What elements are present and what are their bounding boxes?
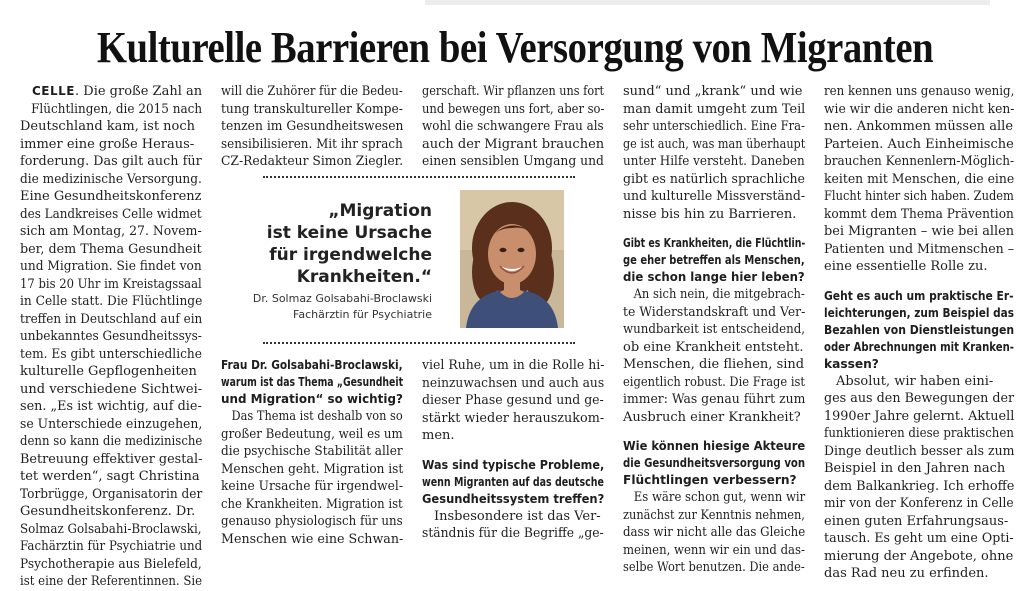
text-line: und kulturelle Missverständ-: [623, 189, 806, 204]
text-line: und Migration. Sie findet von: [20, 259, 202, 274]
text-line: ges aus den Bewegungen der: [824, 391, 1015, 406]
text-line: das Rad neu zu erfinden.: [824, 566, 989, 581]
article-column-3-bottom: [422, 357, 604, 543]
interview-question: die Gesundheitsversorgung von: [623, 456, 806, 470]
col5-lines-b: [824, 373, 1014, 583]
text-line: großer Bedeutung, weil es um: [221, 426, 403, 442]
interview-question: Flüchtlingen verbessern?: [623, 473, 797, 487]
interview-question: leichterungen, zum Beispiel das: [824, 305, 1015, 320]
text-line: denn so kann die medizinische: [20, 434, 203, 449]
col3-top-lines: [422, 83, 604, 171]
text-line: nen. Ankommen müssen alle: [824, 119, 1014, 134]
interview-question: und Migration“ so wichtig?: [221, 392, 403, 406]
text-line: Es wäre schon gut, wenn wir: [633, 490, 806, 505]
text-line: und bewegen uns fort, aber so-: [422, 101, 605, 117]
text-line: kommt dem Thema Prävention: [824, 206, 1014, 222]
text-line: Beispiel in den Jahren nach: [824, 461, 1006, 476]
text-line: tenzen im Gesundheitswesen: [221, 119, 404, 134]
text-line: gerschaft. Wir pflanzen uns fort: [422, 84, 605, 99]
text-line: stärkt wieder herauszukom-: [422, 410, 605, 426]
text-line: meinen, wenn wir ein und das-: [623, 542, 805, 558]
text-line: nisse bis hin zu Barrieren.: [623, 206, 797, 222]
first-line: CELLE. Die große Zahl an: [32, 84, 203, 99]
interview-question: Wie können hiesige Akteure: [623, 439, 806, 453]
text-line: Menschen geht. Migration ist: [221, 461, 404, 477]
text-line: treffen in Deutschland auf ein: [20, 311, 203, 327]
quote-attribution: [253, 291, 432, 323]
col1-lines: [20, 101, 202, 591]
text-line: dass wir nicht alle das Gleiche: [623, 525, 806, 540]
interview-question: Geht es auch um praktische Er-: [824, 288, 1014, 303]
text-line: ge ist auch, was man überhaupt: [623, 136, 806, 152]
quote-line: „Migration: [328, 201, 432, 221]
text-line: eine essentielle Rolle zu.: [824, 259, 988, 274]
text-line: immer: Was genau führt zum: [623, 392, 806, 407]
text-line: An sich nein, die mitgebrach-: [633, 287, 805, 302]
text-line: Betreuung effektiver gestal-: [20, 451, 203, 467]
text-line: Dinge deutlich besser als zum: [824, 443, 1015, 459]
col3-bottom-lines: [422, 357, 604, 445]
interview-question: ge eher betreffen als Menschen,: [623, 253, 805, 267]
text-line: will die Zuhörer für die Bedeu-: [221, 84, 403, 99]
text-line: wundbarkeit ist entscheidend,: [623, 322, 806, 337]
col4-lines-a: [623, 83, 805, 223]
quote-author: Dr. Solmaz Golsabahi-Broclawski: [252, 292, 432, 305]
text-line: Torbrügge, Organisatorin der: [20, 486, 203, 502]
text-line: Das Thema ist deshalb von so: [231, 409, 403, 424]
text-line: selbe Wort benutzen. Die ande-: [623, 560, 805, 575]
text-line: auch der Migrant brauchen: [422, 136, 605, 152]
text-line: sund“ und „krank“ und wie: [623, 84, 803, 99]
text-line: wie wir die anderen nicht ken-: [824, 101, 1015, 117]
text-line: 17 bis 20 Uhr im Kreistagssaal: [20, 276, 202, 292]
interview-question: kassen?: [824, 356, 879, 371]
text-line: neinzuwachsen und auch aus: [422, 375, 605, 391]
text-line: sich am Montag, 27. Novem-: [20, 224, 202, 239]
text-line: ist eine der Referentinnen. Sie: [20, 574, 203, 589]
text-line: sensibilisieren. Mit ihr sprach: [221, 136, 403, 152]
text-line: sen. „Es ist wichtig, auf die-: [20, 399, 202, 414]
article-column-1: [20, 83, 202, 591]
text-line: brauchen Kennenlern-Möglich-: [824, 154, 1015, 169]
text-line: ständnis für die Begriffe „ge-: [422, 526, 604, 541]
text-line: keine Ursache für irgendwel-: [221, 479, 403, 494]
text-line: Deutschland kam, ist noch: [20, 119, 196, 134]
article-column-2-top: [221, 83, 403, 171]
text-line: Fachärztin für Psychiatrie und: [20, 539, 203, 554]
text-line: Flucht hinter sich haben. Zudem: [824, 189, 1014, 204]
text-line: man damit umgeht zum Teil: [623, 101, 806, 117]
text-line: Flüchtlingen, die 2015 nach: [31, 101, 203, 117]
text-line: mir von der Konferenz in Celle: [824, 496, 1014, 511]
text-line: kulturelle Gepflogenheiten: [20, 364, 197, 379]
text-line: bei Migranten – wie bei allen: [824, 224, 1015, 239]
col5-lines-a: [824, 83, 1014, 276]
article-column-5: [824, 83, 1014, 583]
top-rule: [425, 0, 990, 5]
text-line: die medizinische Versorgung.: [20, 171, 202, 187]
headline: Kulturelle Barrieren bei Versorgung von Migranten: [96, 23, 934, 72]
text-line: men.: [422, 428, 455, 443]
text-line: immer eine große Heraus-: [20, 136, 195, 152]
text-line: des Landkreises Celle widmet: [20, 206, 202, 222]
text-line: unbekanntes Gesundheitssys-: [20, 329, 202, 344]
text-line: wohl die schwangere Frau als: [422, 119, 604, 134]
interview-question: Bezahlen von Dienstleistungen: [824, 322, 1015, 337]
text-line: genauso physiologisch für uns: [221, 514, 403, 529]
text-line: tausch. Es geht um eine Opti-: [824, 531, 1014, 546]
col4-lines-b: [623, 286, 805, 426]
text-line: ren kennen uns genauso wenig,: [824, 84, 1015, 99]
interview-question: oder Abrechnungen mit Kranken-: [824, 339, 1014, 354]
text-line: Gesundheitskonferenz. Dr.: [20, 504, 196, 519]
article-column-3-top: [422, 83, 604, 171]
interview-question: Gesundheitssystem treffen?: [422, 491, 605, 506]
quote-line: ist keine Ursache: [266, 223, 432, 243]
text-line: dem Balkankrieg. Ich erhoffe: [824, 478, 1015, 494]
text-line: viel Ruhe, um in die Rolle hi-: [422, 358, 605, 373]
text-line: ber, dem Thema Gesundheit: [20, 241, 202, 257]
interview-question: die schon lange hier leben?: [623, 270, 805, 284]
text-line: keiten mit Menschen, die eine: [824, 171, 1015, 187]
text-line: sehr unterschiedlich. Eine Fra-: [623, 119, 805, 134]
text-line: Absolut, wir haben eini-: [836, 373, 994, 389]
text-line: tem. Es gibt unterschiedliche: [20, 346, 202, 362]
dateline: CELLE: [32, 84, 75, 98]
portrait-photo: [460, 190, 564, 328]
interview-question: Frau Dr. Golsabahi-Broclawski,: [221, 358, 403, 372]
text-line: Eine Gesundheitskonferenz: [20, 189, 202, 204]
text-line: in Celle statt. Die Flüchtlinge: [20, 294, 203, 309]
text-line: Solmaz Golsabahi-Broclawski,: [20, 521, 202, 537]
text-line: CZ-Redakteur Simon Ziegler.: [221, 154, 404, 169]
interview-question: wenn Migranten auf das deutsche: [422, 474, 604, 489]
text-line: ob eine Krankheit entsteht.: [623, 339, 804, 355]
text-line: funktionieren diese praktischen: [824, 426, 1014, 441]
portrait-illustration: [460, 190, 564, 328]
text-line: che Krankheiten. Migration ist: [221, 496, 403, 512]
pull-quote: [267, 200, 432, 288]
text-line: einen sensiblen Umgang und: [422, 154, 604, 169]
text-line: zunächst zur Kenntnis nehmen,: [623, 507, 805, 523]
text-line: Parteien. Auch Einheimische: [824, 136, 1014, 152]
interview-question: Gibt es Krankheiten, die Flüchtlin-: [623, 236, 806, 250]
text-line: Psychotherapie aus Bielefeld,: [20, 556, 202, 572]
text-line: die psychische Stabilität aller: [221, 444, 403, 459]
interview-question: warum ist das Thema „Gesundheit: [221, 375, 404, 389]
text-line: eigentlich robust. Die Frage ist: [623, 374, 806, 390]
text-line: mierung der Angebote, ohne: [824, 548, 1014, 564]
text-line: Menschen, die fliehen, sind: [623, 357, 805, 372]
text-line: einen guten Erfahrungsaus-: [824, 513, 1009, 529]
text-line: se Unterschiede einzugehen,: [20, 416, 203, 432]
text-line: Ausbruch einer Krankheit?: [623, 409, 801, 425]
article-column-4: [623, 83, 805, 577]
col2-top-lines: [221, 83, 403, 171]
quote-line: für irgendwelche: [269, 245, 432, 265]
quote-author-title: Fachärztin für Psychiatrie: [293, 308, 432, 321]
quote-line: Krankheiten.“: [296, 267, 432, 287]
text-line: te Widerstandskraft und Ver-: [623, 304, 806, 320]
interview-question: Was sind typische Probleme,: [422, 457, 605, 472]
text-line: tet werden“, sagt Christina: [20, 469, 200, 484]
article-column-2-bottom: [221, 357, 403, 548]
text-line: Patienten und Mitmenschen –: [824, 241, 1015, 257]
text-line: Insbesondere ist das Ver-: [434, 508, 601, 524]
text-line: und verschiedene Sichtwei-: [20, 381, 203, 397]
text-line: unter Hilfe versteht. Daneben: [623, 154, 805, 169]
text-line: dieser Phase gesund und ge-: [422, 393, 604, 408]
col3-answer-lines: [422, 508, 604, 543]
text-line: gibt es natürlich sprachliche: [623, 171, 805, 187]
text-line: tung transkultureller Kompe-: [221, 101, 403, 117]
text-line: 1990er Jahre gelernt. Aktuell: [824, 408, 1015, 424]
col4-lines-c: [623, 489, 805, 577]
text-line: forderung. Das gilt auch für: [20, 154, 202, 169]
text-line: Menschen wie eine Schwan-: [221, 531, 404, 547]
col2-bottom-lines: [221, 408, 403, 548]
